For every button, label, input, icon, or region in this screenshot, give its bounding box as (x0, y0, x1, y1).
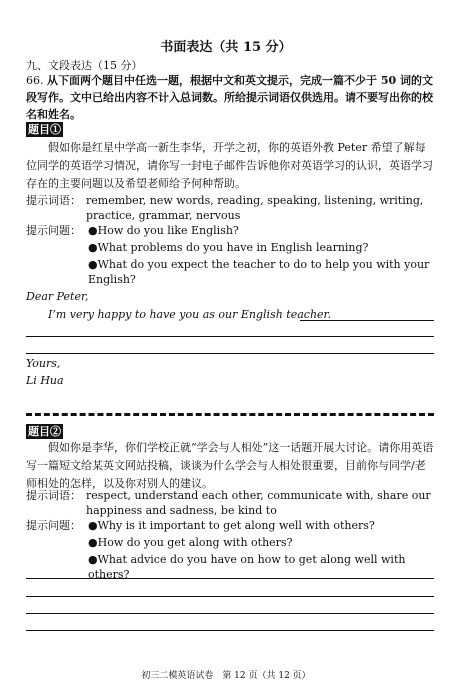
topic1-prompt: 假如你是红星中学高一新生李华，开学之初，你的英语外教 Peter 希望了解每位同学的英语学习情况，请你写一封电子邮件告诉他你对英语学习的认识，英语学习存在的主要问题以及希望老师给予何种帮助。 (26, 141, 433, 190)
question-text-b: 词的文段写作。文中已给出内容不计入总词数。所给提示词语仅供选用。请不要写出你的校名和姓名。 (26, 74, 433, 121)
topic2-prompt: 假如你是李华，你们学校正就“学会与人相处”这一话题开展大讨论。请你用英语写一篇短文给某英文网站投稿，谈谈为什么学会与人相处很重要，目前你与同学/老师相处的怎样，以及你对别人的建议。 (26, 441, 434, 490)
letter-closing: Yours, (26, 357, 61, 370)
writing-line[interactable] (26, 596, 434, 597)
writing-line[interactable] (26, 578, 434, 579)
hint-words-text: remember, new words, reading, speaking, listening, writing, practice, grammar, nervous (86, 194, 424, 222)
topic2-question-1: ●Why is it important to get along well with others? (88, 519, 375, 532)
topic2-hint-words (26, 488, 436, 518)
writing-line[interactable] (300, 320, 434, 321)
topic2-question-2: ●How do you get along with others? (88, 536, 293, 549)
letter-opening: I’m very happy to have you as our English teacher. (48, 308, 332, 321)
question-number: 66. (26, 74, 44, 87)
hint-words-text: respect, understand each other, communicate with, share our happiness and sadness, be kind to (86, 489, 431, 517)
min-words: 50 (380, 74, 397, 87)
topic1-label: 题目① (28, 123, 61, 136)
topic1-question-2: ●What problems do you have in English learning? (88, 241, 369, 254)
topic1-question-3: ●What do you expect the teacher to do to help you with your English? (88, 258, 430, 286)
topic1-question-1: ●How do you like English? (88, 224, 239, 237)
hint-questions-label: 提示问题： (26, 224, 81, 237)
hint-words-label: 提示词语： (26, 194, 81, 207)
letter-salutation: Dear Peter, (26, 290, 89, 303)
writing-line[interactable] (26, 630, 434, 631)
section-heading: 九、文段表达（15 分） (26, 59, 143, 72)
writing-line[interactable] (26, 613, 434, 614)
topic2-label: 题目② (28, 425, 61, 438)
topic1-hint-words (26, 193, 436, 223)
hint-questions-label: 提示问题： (26, 519, 81, 532)
question-text-a: 从下面两个题目中任选一题，根据中文和英文提示，完成一篇不少于 (47, 74, 381, 87)
letter-signature: Li Hua (26, 374, 64, 387)
hint-words-label: 提示词语： (26, 489, 81, 502)
writing-line[interactable] (26, 353, 434, 354)
page-title: 书面表达（共 15 分） (160, 40, 292, 55)
question-instructions (26, 72, 436, 123)
writing-line[interactable] (26, 336, 434, 337)
topic2-question-3: ●What advice do you have on how to get along well with others? (88, 553, 406, 581)
dashed-divider (26, 413, 434, 416)
page-footer: 初三二模英语试卷 第 12 页（共 12 页） (141, 671, 311, 681)
